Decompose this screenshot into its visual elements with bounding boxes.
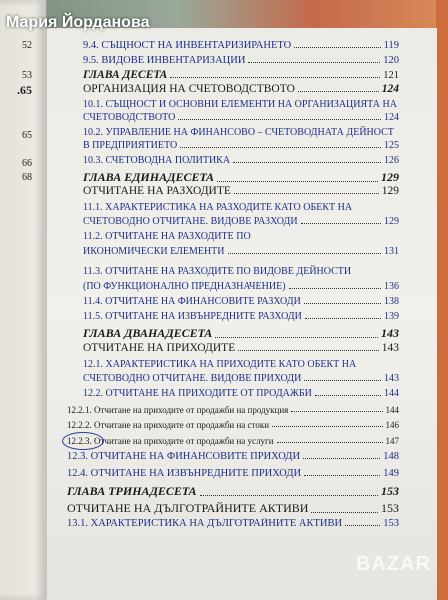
left-page-number: .65 <box>17 83 32 97</box>
toc-entry <box>83 296 399 307</box>
pen-circle-mark <box>62 432 104 450</box>
toc-entry-page: 120 <box>383 55 399 66</box>
toc-entry <box>83 216 399 227</box>
toc-chapter <box>83 69 399 81</box>
toc-entry-page: 121 <box>383 70 399 81</box>
toc-chapter-title: ГЛАВА ДЕСЕТА <box>83 69 168 81</box>
toc-entry-page: 129 <box>384 216 399 227</box>
toc-entry-page: 129 <box>381 185 399 197</box>
toc-entry <box>67 468 399 479</box>
toc-entry-line: 11.2. ОТЧИТАНЕ НА РАЗХОДИТЕ ПО <box>83 231 251 242</box>
left-page-number: 65 <box>22 130 32 141</box>
toc-entry <box>67 436 399 446</box>
toc-entry-title: СЧЕТОВОДНО ОТЧИТАНЕ. ВИДОВЕ ПРИХОДИ <box>83 373 302 384</box>
toc-entry <box>83 281 399 292</box>
toc-entry-title: ОТЧИТАНЕ НА РАЗХОДИТЕ <box>83 185 231 197</box>
table-of-contents <box>47 28 437 600</box>
toc-entry-line: 10.1. СЪЩНОСТ И ОСНОВНИ ЕЛЕМЕНТИ НА ОРГАНИЗАЦИЯТА НА <box>83 99 397 110</box>
toc-entry-title: 12.4. ОТЧИТАНЕ НА ИЗВЪНРЕДНИТЕ ПРИХОДИ <box>67 468 302 479</box>
toc-entry-line: 10.2. УПРАВЛЕНИЕ НА ФИНАНСОВО – СЧЕТОВОДНАТА ДЕЙНОСТ <box>83 127 394 138</box>
toc-entry <box>83 246 399 257</box>
toc-chapter <box>67 484 399 499</box>
toc-entry-title: 12.2.2. Отчитане на приходите от продажби на стоки <box>67 420 270 430</box>
toc-entry-page: 124 <box>381 83 399 95</box>
toc-entry-title: 12.2.3. Отчитане на приходите от продажби на услуги <box>67 436 274 446</box>
toc-entry-page: 131 <box>384 246 399 257</box>
toc-entry-title: ОРГАНИЗАЦИЯ НА СЧЕТОВОДСТВОТО <box>83 83 295 95</box>
toc-chapter-subtitle <box>67 501 399 516</box>
toc-entry <box>67 518 399 529</box>
toc-entry-line: 12.1. ХАРАКТЕРИСТИКА НА ПРИХОДИТЕ КАТО ОБЕКТ НА <box>83 359 357 370</box>
toc-entry <box>83 388 399 399</box>
toc-chapter-subtitle <box>83 83 399 95</box>
toc-entry-page: 138 <box>384 296 399 307</box>
toc-entry-title: 11.5. ОТЧИТАНЕ НА ИЗВЪНРЕДНИТЕ РАЗХОДИ <box>83 311 302 322</box>
toc-entry-page: 143 <box>381 342 399 354</box>
toc-entry-page: 143 <box>384 373 399 384</box>
toc-entry-page: 147 <box>385 436 399 446</box>
toc-entry <box>83 40 399 51</box>
toc-entry-page: 136 <box>384 281 399 292</box>
toc-entry-page: 139 <box>384 311 399 322</box>
toc-entry-page: 124 <box>384 112 399 123</box>
toc-entry-page: 119 <box>383 40 399 51</box>
toc-entry-page: 153 <box>381 484 399 498</box>
toc-chapter <box>83 170 399 185</box>
toc-entry-title: 13.1. ХАРАКТЕРИСТИКА НА ДЪЛГОТРАЙНИТЕ АКТИВИ <box>67 518 343 529</box>
toc-entry-title: ОТЧИТАНЕ НА ПРИХОДИТЕ <box>83 342 236 354</box>
left-page-number: 68 <box>22 172 32 183</box>
toc-entry-title: ИКОНОМИЧЕСКИ ЕЛЕМЕНТИ <box>83 246 225 257</box>
toc-entry-page: 144 <box>384 388 399 399</box>
toc-entry-page: 153 <box>383 518 399 529</box>
toc-chapter-title: ГЛАВА ДВАНАДЕСЕТА <box>83 326 213 340</box>
toc-entry-title: 12.3. ОТЧИТАНЕ НА ФИНАНСОВИТЕ ПРИХОДИ <box>67 451 301 462</box>
toc-chapter <box>83 326 399 341</box>
toc-entry-page: 146 <box>385 420 399 430</box>
toc-entry-page: 129 <box>381 170 399 184</box>
toc-entry-page: 126 <box>384 155 399 166</box>
toc-entry-page: 144 <box>385 405 399 415</box>
toc-entry-title: В ПРЕДПРИЯТИЕТО <box>83 140 178 151</box>
toc-entry-title: (ПО ФУНКЦИОНАЛНО ПРЕДНАЗНАЧЕНИЕ) <box>83 281 286 292</box>
toc-entry-title: 11.4. ОТЧИТАНЕ НА ФИНАНСОВИТЕ РАЗХОДИ <box>83 296 301 307</box>
toc-entry-page: 125 <box>384 140 399 151</box>
toc-entry-line: 11.3. ОТЧИТАНЕ НА РАЗХОДИТЕ ПО ВИДОВЕ ДЕЙНОСТИ <box>83 266 352 277</box>
toc-entry-line: 11.1. ХАРАКТЕРИСТИКА НА РАЗХОДИТЕ КАТО ОБЕКТ НА <box>83 202 353 213</box>
toc-entry <box>67 451 399 462</box>
right-background <box>436 0 448 600</box>
toc-chapter-title: ГЛАВА ТРИНАДЕСЕТА <box>67 484 197 498</box>
toc-entry <box>83 155 399 166</box>
left-page-number: 52 <box>22 40 32 51</box>
toc-entry <box>83 112 399 123</box>
toc-chapter-subtitle <box>83 342 399 354</box>
toc-entry-page: 148 <box>383 451 399 462</box>
toc-entry <box>67 405 399 415</box>
toc-entry-page: 153 <box>381 501 399 515</box>
left-page-number: 53 <box>22 70 32 81</box>
toc-entry <box>83 55 399 66</box>
profile-name-overlay: Мария Йорданова <box>6 14 150 31</box>
bazar-watermark-logo: BAZAR <box>356 553 431 575</box>
toc-entry-title: 9.4. СЪЩНОСТ НА ИНВЕНТАРИЗИРАНЕТО <box>83 40 292 51</box>
toc-entry-page: 149 <box>383 468 399 479</box>
toc-entry-title: 10.3. СЧЕТОВОДНА ПОЛИТИКА <box>83 155 231 166</box>
toc-entry <box>83 373 399 384</box>
toc-entry-page: 143 <box>381 326 399 340</box>
toc-entry-title: СЧЕТОВОДСТВОТО <box>83 112 176 123</box>
book-page <box>46 28 437 600</box>
toc-entry-title: СЧЕТОВОДНО ОТЧИТАНЕ. ВИДОВЕ РАЗХОДИ <box>83 216 298 227</box>
left-page-edge <box>0 0 47 600</box>
left-page-number: 66 <box>22 158 32 169</box>
toc-chapter-title: ГЛАВА ЕДИНАДЕСЕТА <box>83 170 215 184</box>
toc-entry-title: 9.5. ВИДОВЕ ИНВЕНТАРИЗАЦИИ <box>83 55 246 66</box>
toc-entry-title: 12.2. ОТЧИТАНЕ НА ПРИХОДИТЕ ОТ ПРОДАЖБИ <box>83 388 312 399</box>
toc-entry <box>67 420 399 430</box>
toc-entry <box>83 311 399 322</box>
toc-entry <box>83 140 399 151</box>
toc-entry-title: 12.2.1. Отчитане на приходите от продажби на продукция <box>67 405 289 415</box>
toc-chapter-subtitle <box>83 185 399 197</box>
toc-entry-title: ОТЧИТАНЕ НА ДЪЛГОТРАЙНИТЕ АКТИВИ <box>67 501 309 515</box>
